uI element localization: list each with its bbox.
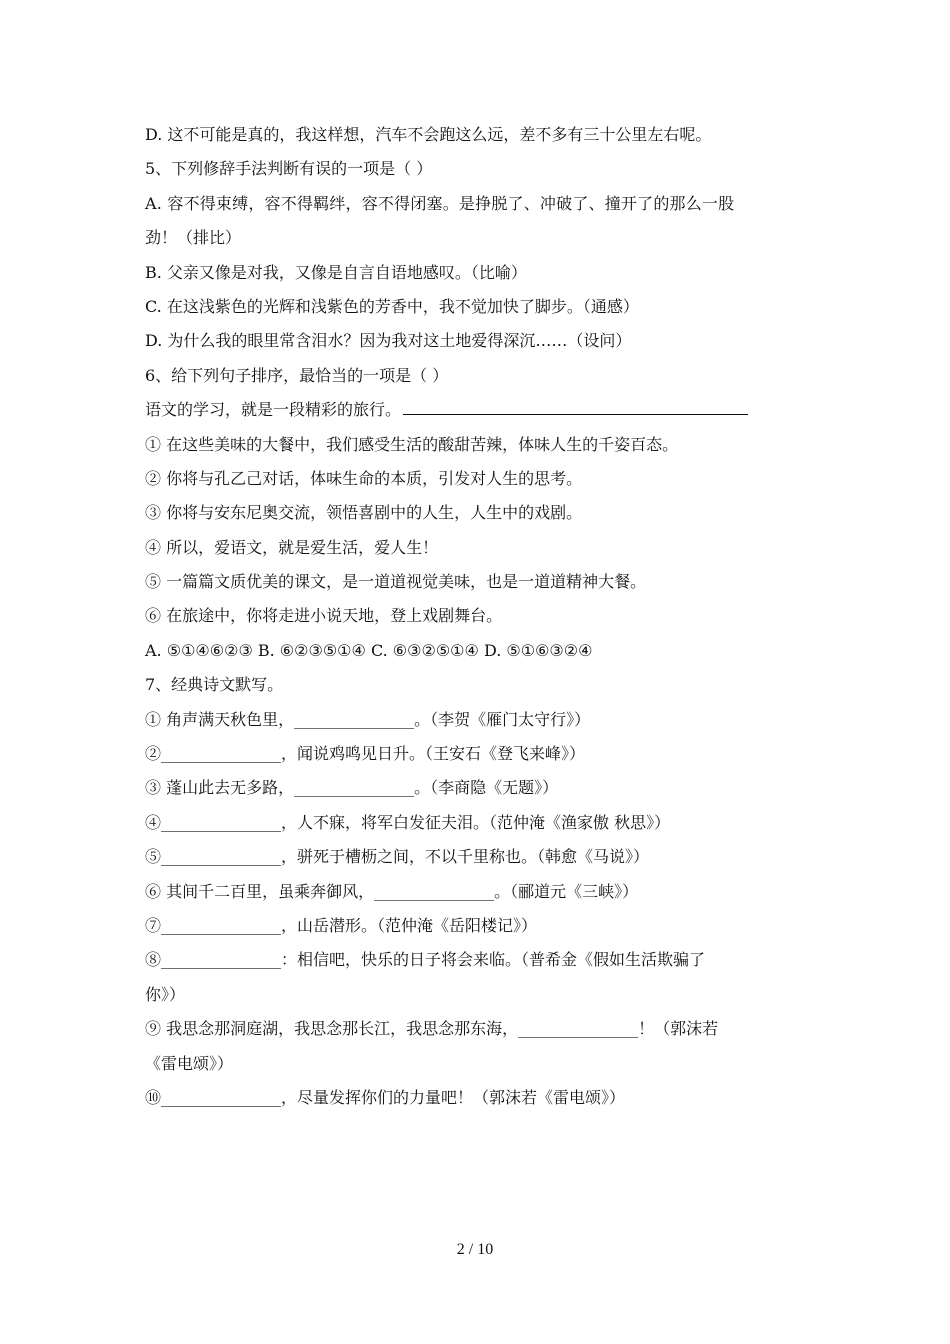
dictation-3: ③ 蓬山此去无多路，_______________。（李商隐《无题》） — [145, 778, 559, 798]
dictation-7: ⑦_______________，山岳潜形。（范仲淹《岳阳楼记》） — [145, 915, 538, 935]
option-b-q5: B. 父亲又像是对我，又像是自言自语地感叹。（比喻） — [145, 262, 527, 282]
sentence-3: ③ 你将与安东尼奥交流，领悟喜剧中的人生，人生中的戏剧。 — [145, 503, 583, 523]
option-a-q5-line2: 劲！（排比） — [145, 228, 242, 248]
question-6-lead-sentence — [145, 393, 810, 427]
question-6-stem: 6、给下列句子排序，最恰当的一项是（ ） — [145, 365, 449, 385]
dictation-1: ① 角声满天秋色里，_______________。（李贺《雁门太守行》） — [145, 709, 591, 729]
sentence-6: ⑥ 在旅途中，你将走进小说天地，登上戏剧舞台。 — [145, 606, 503, 626]
question-6-options: A. ⑤①④⑥②③ B. ⑥②③⑤①④ C. ⑥③②⑤①④ D. ⑤①⑥③②④ — [145, 640, 593, 660]
question-5-stem: 5、下列修辞手法判断有误的一项是（ ） — [145, 159, 433, 179]
dictation-9-line2: 《雷电颂》） — [145, 1053, 234, 1073]
lead-sentence-text: 语文的学习，就是一段精彩的旅行。 — [145, 400, 402, 420]
dictation-8-line2: 你》） — [145, 984, 186, 1004]
dictation-5: ⑤_______________，骈死于槽枥之间，不以千里称也。（韩愈《马说》） — [145, 847, 650, 867]
answer-blank-line — [403, 398, 748, 415]
sentence-4: ④ 所以，爱语文，就是爱生活，爱人生！ — [145, 537, 439, 557]
option-d-q4: D. 这不可能是真的，我这样想，汽车不会跑这么远，差不多有三十公里左右呢。 — [145, 125, 712, 144]
sentence-2: ② 你将与孔乙己对话，体味生命的本质，引发对人生的思考。 — [145, 468, 583, 488]
sentence-5: ⑤ 一篇篇文质优美的课文，是一道道视觉美味，也是一道道精神大餐。 — [145, 572, 647, 592]
document-body — [145, 118, 810, 1115]
sentence-1: ① 在这些美味的大餐中，我们感受生活的酸甜苦辣，体味人生的千姿百态。 — [145, 434, 679, 454]
dictation-8-line1: ⑧_______________：相信吧，快乐的日子将会来临。（普希金《假如生活欺骗了 — [145, 950, 706, 970]
option-c-q5: C. 在这浅紫色的光辉和浅紫色的芳香中，我不觉加快了脚步。（通感） — [145, 296, 639, 316]
option-a-q5-line1: A. 容不得束缚，容不得羁绊，容不得闭塞。是挣脱了、冲破了、撞开了的那么一股 — [145, 193, 735, 213]
option-d-q5: D. 为什么我的眼里常含泪水？因为我对这土地爱得深沉……（设问） — [145, 331, 632, 351]
dictation-4: ④_______________，人不寐，将军白发征夫泪。（范仲淹《渔家傲 秋思》） — [145, 812, 671, 832]
dictation-6: ⑥ 其间千二百里，虽乘奔御风，_______________。（郦道元《三峡》） — [145, 881, 639, 901]
dictation-9-line1: ⑨ 我思念那洞庭湖，我思念那长江，我思念那东海，_______________！（郭沫若 — [145, 1019, 719, 1039]
page-number: 2 / 10 — [456, 1241, 494, 1258]
dictation-10: ⑩_______________，尽量发挥你们的力量吧！（郭沫若《雷电颂》） — [145, 1087, 626, 1107]
dictation-2: ②_______________，闻说鸡鸣见日升。（王安石《登飞来峰》） — [145, 744, 586, 764]
question-7-stem: 7、经典诗文默写。 — [145, 675, 284, 695]
